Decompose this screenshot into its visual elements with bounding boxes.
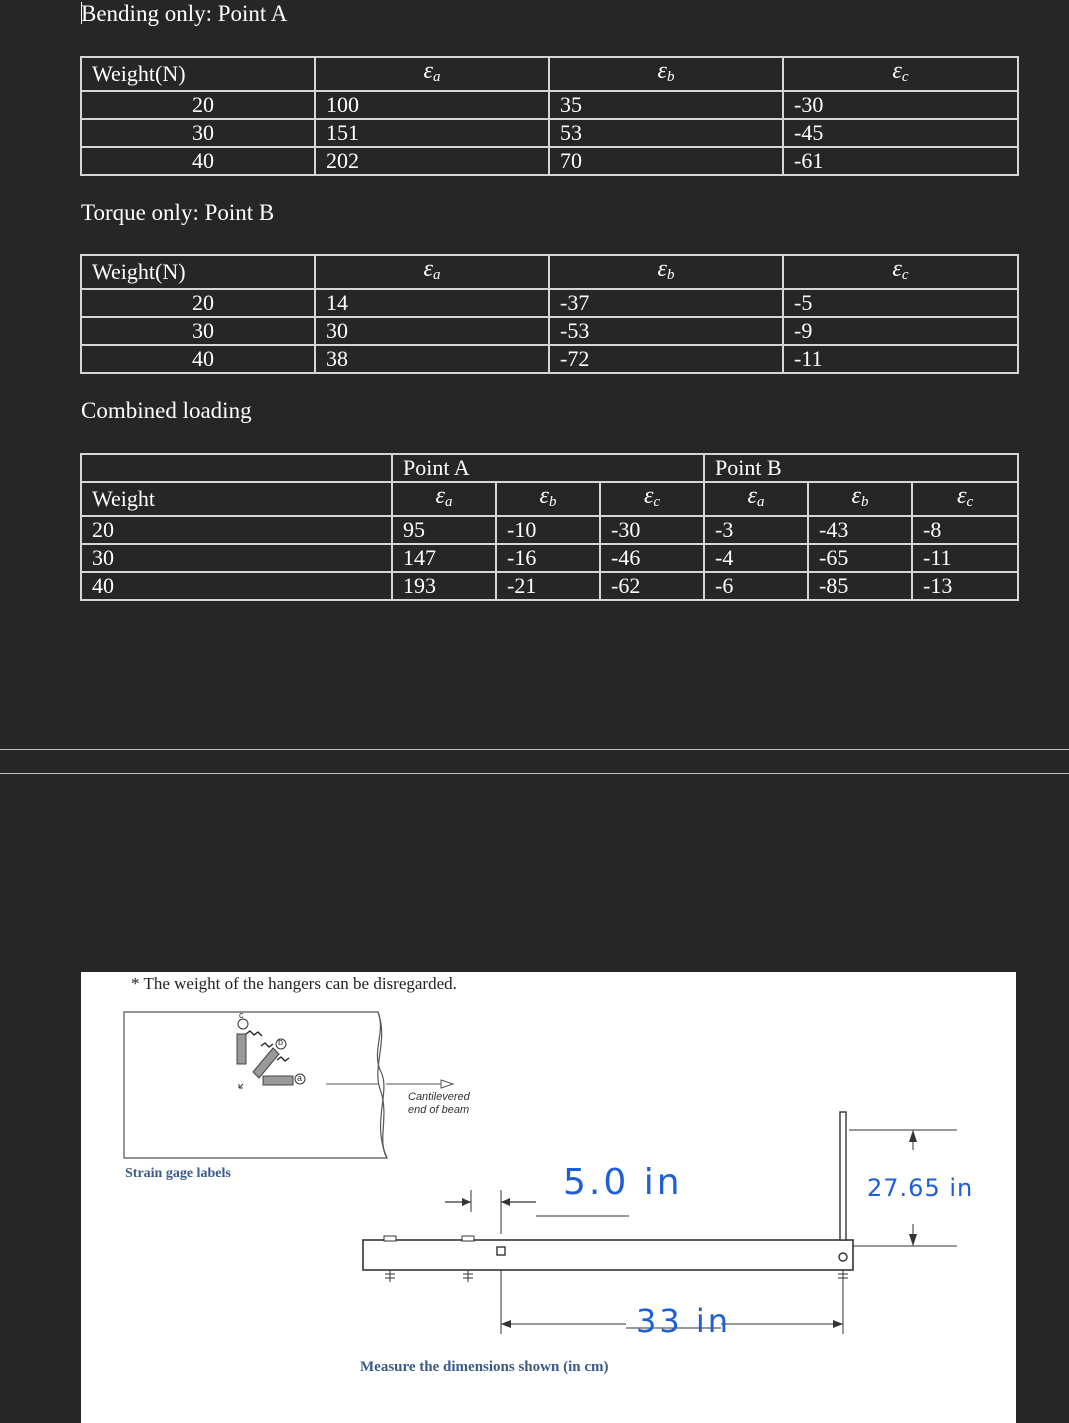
combined-title: Combined loading [81,398,252,423]
table-row [81,544,1018,572]
b-ec-cell: -11 [912,544,1018,572]
weight-header: Weight(N) [81,57,315,91]
table-header-row [81,255,1018,289]
ec-cell: -30 [783,91,1018,119]
table-group-header-row [81,454,1018,482]
ea-cell: 202 [315,147,549,175]
measure-caption: Measure the dimensions shown (in cm) [360,1359,609,1375]
table-row [81,91,1018,119]
epsilon-b-header: $\varepsilon_b$ [549,57,783,91]
eb-cell: -72 [549,345,783,373]
table-header-row [81,482,1018,516]
b-ec-cell: -8 [912,516,1018,544]
table-header-row [81,57,1018,91]
ec-cell: -5 [783,289,1018,317]
table-row [81,147,1018,175]
b-eb-cell: -65 [808,544,912,572]
bending-title: Bending only: Point A [81,1,288,26]
ea-cell: 30 [315,317,549,345]
table-row [81,119,1018,147]
weight-header: Weight [81,482,392,516]
torque-title: Torque only: Point B [81,200,275,225]
divider [0,749,1069,750]
divider [0,773,1069,774]
a-eb-cell: -10 [496,516,600,544]
a-ea-cell: 147 [392,544,496,572]
ea-cell: 100 [315,91,549,119]
eb-cell: 53 [549,119,783,147]
b-ea-cell: -3 [704,516,808,544]
weight-cell: 30 [81,317,315,345]
cantilever-label-line2: end of beam [408,1104,470,1116]
table-row [81,289,1018,317]
weight-cell: 20 [81,91,315,119]
a-eb-cell: -21 [496,572,600,600]
weight-cell: 20 [81,516,392,544]
b-eb-cell: -85 [808,572,912,600]
epsilon-b-header: $\varepsilon_b$ [549,255,783,289]
ec-cell: -61 [783,147,1018,175]
table-row [81,572,1018,600]
a-ea-cell: 95 [392,516,496,544]
ea-cell: 14 [315,289,549,317]
combined-table [80,453,1019,601]
strain-gage-rosette [237,1019,305,1088]
eb-cell: -53 [549,317,783,345]
dimension-right: 27.65 in [867,1174,974,1202]
a-ec-cell: -62 [600,572,704,600]
epsilon-c-header: $\varepsilon_c$ [783,57,1018,91]
hanger-post [840,1112,846,1240]
weight-cell: 20 [81,289,315,317]
a-eb-cell: -16 [496,544,600,572]
gage-label-a: a [297,1073,303,1083]
epsilon-c-header: $\varepsilon_c$ [783,255,1018,289]
hanger-note: * The weight of the hangers can be disregarded. [131,974,457,993]
ea-cell: 38 [315,345,549,373]
weight-cell: 40 [81,147,315,175]
point-b-header: Point B [704,454,1018,482]
dimension-bottom: 33 in [636,1302,732,1340]
epsilon-a-header: $\varepsilon_a$ [315,57,549,91]
table-row [81,516,1018,544]
eb-cell: 70 [549,147,783,175]
b-ea-cell: -4 [704,544,808,572]
weight-cell: 40 [81,345,315,373]
point-a-epsilon-a-header: $\varepsilon_a$ [392,482,496,516]
gage-label-b: b [278,1037,284,1047]
epsilon-a-header: $\varepsilon_a$ [315,255,549,289]
eb-cell: 35 [549,91,783,119]
point-a-epsilon-c-header: $\varepsilon_c$ [600,482,704,516]
a-ec-cell: -46 [600,544,704,572]
ec-cell: -45 [783,119,1018,147]
point-a-header: Point A [392,454,704,482]
a-ec-cell: -30 [600,516,704,544]
table-row [81,345,1018,373]
point-b-epsilon-a-header: $\varepsilon_a$ [704,482,808,516]
b-ec-cell: -13 [912,572,1018,600]
ec-cell: -11 [783,345,1018,373]
weight-header: Weight(N) [81,255,315,289]
point-b-epsilon-b-header: $\varepsilon_b$ [808,482,912,516]
cantilever-label-line1: Cantilevered [408,1091,470,1103]
gage-label-c: c [239,1010,244,1020]
beam-figure [81,972,1016,1423]
torque-table [80,254,1019,374]
point-b-epsilon-c-header: $\varepsilon_c$ [912,482,1018,516]
eb-cell: -37 [549,289,783,317]
dimension-top: 5.0 in [563,1162,683,1203]
bending-table [80,56,1019,176]
table-row [81,317,1018,345]
beam [363,1240,853,1270]
b-ea-cell: -6 [704,572,808,600]
point-a-epsilon-b-header: $\varepsilon_b$ [496,482,600,516]
ec-cell: -9 [783,317,1018,345]
b-eb-cell: -43 [808,516,912,544]
weight-cell: 40 [81,572,392,600]
strain-gage-caption: Strain gage labels [125,1166,231,1181]
weight-cell: 30 [81,544,392,572]
weight-cell: 30 [81,119,315,147]
a-ea-cell: 193 [392,572,496,600]
ea-cell: 151 [315,119,549,147]
